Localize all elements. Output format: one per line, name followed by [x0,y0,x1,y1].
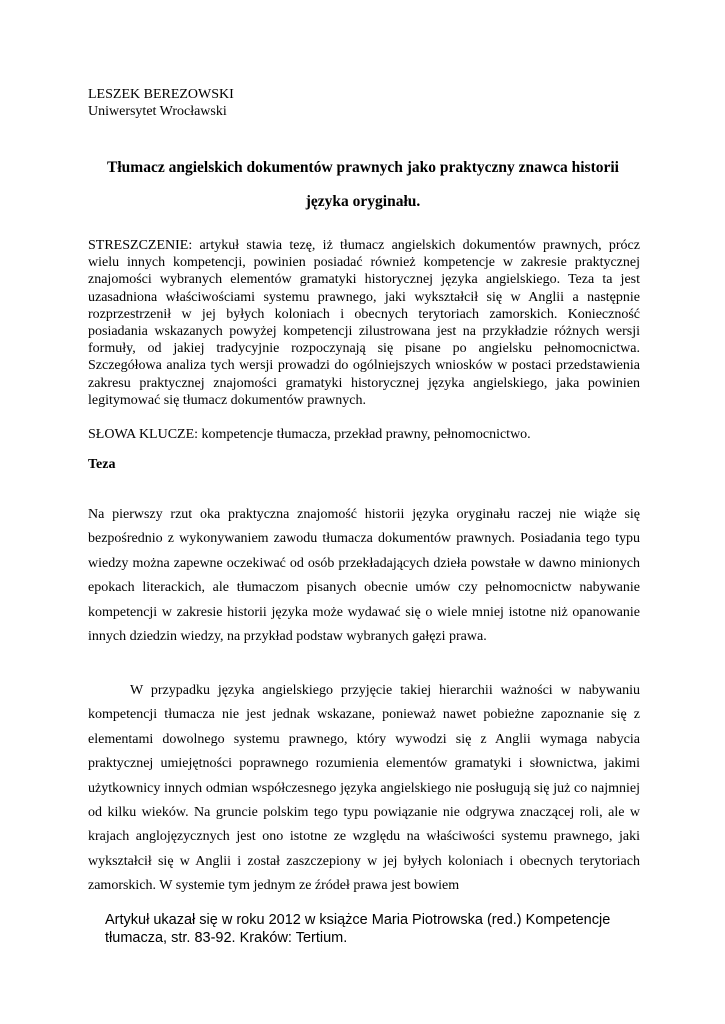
author-name: LESZEK BEREZOWSKI [88,87,234,102]
keywords: SŁOWA KLUCZE: kompetencje tłumacza, przekład prawny, pełnomocnictwo. [88,427,531,442]
body-paragraph-2 [88,679,640,899]
publication-note-line-2: tłumacza, str. 83-92. Kraków: Tertium. [105,930,348,946]
author-block [88,86,234,120]
paragraph-text: W przypadku języka angielskiego przyjęcie takiej hierarchii ważności w nabywaniu kompetencji tłumacza nie jest jednak wskazane, ponieważ nawet pobieżne zapoznanie się z elementami dowolnego systemu prawnego, który wywodzi się z Anglii wymaga nabycia praktycznej umiejętności poprawnego rozumienia elementów gramatyki i słownictwa, jakimi użytkownicy innych odmian współczesnego języka angielskiego nie posługują się już co najmniej od kilku wieków. Na gruncie polskim tego typu powiązanie nie odgrywa znaczącej roli, ale w krajach anglojęzycznych jest ono istotne ze względu na właściwości systemu prawnego, jaki wykształcił się w Anglii i został zaszczepiony w jej byłych koloniach i obecnych terytoriach zamorskich. W systemie tym jednym ze źródeł prawa jest bowiem [88,683,640,894]
publication-note-line-1: Artykuł ukazał się w roku 2012 w książce Maria Piotrowska (red.) Kompetencje [105,912,611,928]
body-paragraph-1 [88,503,640,649]
article-title: Tłumacz angielskich dokumentów prawnych jako praktyczny znawca historii języka oryginału. [107,159,619,210]
abstract: STRESZCZENIE: artykuł stawia tezę, iż tłumacz angielskich dokumentów prawnych, prócz wielu innych kompetencji, powinien posiadać również kompetencje w zakresie praktycznej znajomości wybranych elementów gramatyki historycznej języka angielskiego. Teza ta jest uzasadniona właściwościami systemu prawnego, jaki wykształcił się w Anglii a następnie rozprzestrzenił w jej byłych koloniach i obecnych terytoriach zamorskich. Konieczność posiadania wskazanych powyżej kompetencji zilustrowana jest na przykładzie różnych wersji formuły, od jakiej tradycyjnie rozpoczynają się pisane po angielsku pełnomocnictwa. Szczegółowa analiza tych wersji prowadzi do ogólniejszych wniosków w postaci przedstawienia zakresu praktycznej znajomości gramatyki historycznej języka angielskiego, jaka powinien legitymować się tłumacz dokumentów prawnych. [88,238,640,408]
section-heading: Teza [88,457,116,472]
author-affiliation: Uniwersytet Wrocławski [88,104,227,119]
paragraph-text: Na pierwszy rzut oka praktyczna znajomość historii języka oryginału raczej nie wiąże się bezpośrednio z wykonywaniem zawodu tłumacza dokumentów prawnych. Posiadania tego typu wiedzy można zapewne oczekiwać od osób przekładających dzieła powstałe w dawno minionych epokach literackich, ale tłumaczom pisanych obecnie umów czy pełnomocnictw nabywanie kompetencji w zakresie historii języka może wydawać się o wiele mniej istotne niż opanowanie innych dziedzin wiedzy, na przykład podstaw wybranych gałęzi prawa. [88,507,640,645]
publication-note [105,911,650,947]
